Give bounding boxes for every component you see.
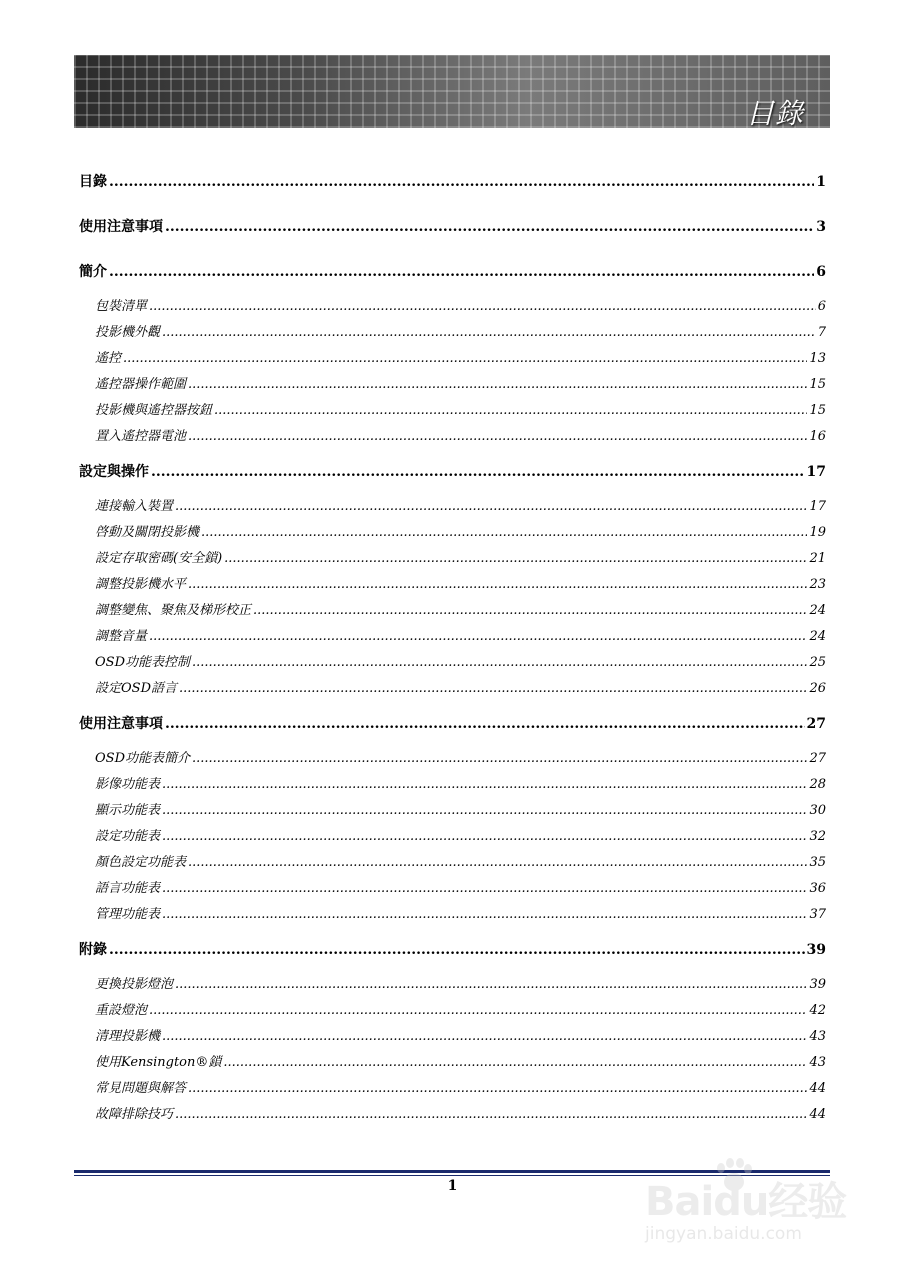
toc-entry-page: 26 <box>809 681 826 696</box>
toc-entry[interactable] <box>95 323 826 343</box>
toc-entry-page: 42 <box>809 1003 826 1018</box>
toc-entry-label: 設定功能表 <box>95 829 161 844</box>
toc-entry[interactable] <box>79 262 826 282</box>
toc-entry-label: 管理功能表 <box>95 907 161 922</box>
toc-entry[interactable] <box>95 879 826 899</box>
watermark-logo: Baidu经验 <box>645 1179 847 1225</box>
toc-leader-dots <box>162 879 807 899</box>
toc-entry[interactable] <box>95 375 826 395</box>
toc-entry-label: OSD功能表簡介 <box>95 751 190 766</box>
toc-entry-page: 43 <box>809 1029 826 1044</box>
toc-leader-dots <box>123 349 807 369</box>
toc-entry[interactable] <box>95 1053 826 1073</box>
toc-entry-page: 25 <box>809 655 826 670</box>
toc-entry[interactable] <box>95 853 826 873</box>
toc-entry[interactable] <box>95 1105 826 1125</box>
toc-entry-page: 39 <box>806 942 826 958</box>
toc-leader-dots <box>149 1001 807 1021</box>
toc-entry-page: 1 <box>816 174 826 190</box>
toc-entry[interactable] <box>95 427 826 447</box>
toc-entry[interactable] <box>95 1079 826 1099</box>
toc-entry[interactable] <box>95 749 826 769</box>
toc-leader-dots <box>188 427 807 447</box>
toc-leader-dots <box>109 940 805 960</box>
toc-leader-dots <box>109 172 814 192</box>
toc-entry-label: 重設燈泡 <box>95 1003 148 1018</box>
header-title: 目錄 <box>745 97 804 130</box>
toc-entry-label: 設定OSD語言 <box>95 681 177 696</box>
toc-entry[interactable] <box>95 497 826 517</box>
toc-entry-page: 35 <box>809 855 826 870</box>
toc-entry-page: 32 <box>809 829 826 844</box>
toc-entry-label: 顏色設定功能表 <box>95 855 187 870</box>
toc-entry-label: 影像功能表 <box>95 777 161 792</box>
toc-entry-label: 調整音量 <box>95 629 148 644</box>
toc-entry-label: 置入遙控器電池 <box>95 429 187 444</box>
toc-entry[interactable] <box>79 217 826 237</box>
toc-entry-page: 27 <box>806 716 826 732</box>
toc-entry-page: 44 <box>809 1107 826 1122</box>
toc-entry[interactable] <box>95 827 826 847</box>
toc-entry-label: 遙控 <box>95 351 122 366</box>
toc-entry-page: 6 <box>817 299 826 314</box>
toc-leader-dots <box>224 549 807 569</box>
toc-entry-label: 連接輸入裝置 <box>95 499 174 514</box>
toc-leader-dots <box>188 575 807 595</box>
toc-leader-dots <box>175 497 807 517</box>
toc-leader-dots <box>188 375 807 395</box>
toc-entry-page: 15 <box>809 403 826 418</box>
toc-leader-dots <box>165 714 805 734</box>
toc-entry[interactable] <box>95 575 826 595</box>
toc-entry-page: 44 <box>809 1081 826 1096</box>
toc-leader-dots <box>188 853 807 873</box>
toc-entry-label: 使用Kensington®鎖 <box>95 1055 222 1070</box>
toc-leader-dots <box>162 323 816 343</box>
toc-entry-label: 語言功能表 <box>95 881 161 896</box>
toc-entry-label: 遙控器操作範圍 <box>95 377 187 392</box>
toc-entry-label: 包裝清單 <box>95 299 148 314</box>
toc-entry-page: 19 <box>809 525 826 540</box>
toc-entry[interactable] <box>79 940 826 960</box>
toc-entry-page: 7 <box>817 325 826 340</box>
toc-entry[interactable] <box>79 714 826 734</box>
toc-leader-dots <box>253 601 807 621</box>
toc-entry-page: 17 <box>806 464 826 480</box>
page-number: 1 <box>447 1178 458 1194</box>
toc-leader-dots <box>162 827 807 847</box>
watermark <box>645 1160 855 1260</box>
toc-entry-page: 6 <box>816 264 826 280</box>
toc-entry[interactable] <box>95 549 826 569</box>
toc-entry-label: 調整投影機水平 <box>95 577 187 592</box>
toc-entry-label: 目錄 <box>79 174 107 190</box>
toc-entry[interactable] <box>95 679 826 699</box>
toc-entry-page: 16 <box>809 429 826 444</box>
toc-leader-dots <box>151 462 805 482</box>
toc-leader-dots <box>192 749 807 769</box>
toc-entry[interactable] <box>95 653 826 673</box>
toc-entry-page: 24 <box>809 629 826 644</box>
toc-leader-dots <box>214 401 807 421</box>
toc-entry-label: OSD功能表控制 <box>95 655 190 670</box>
toc-entry-label: 投影機與遙控器按鈕 <box>95 403 213 418</box>
toc-entry[interactable] <box>79 172 826 192</box>
toc-entry-label: 更換投影燈泡 <box>95 977 174 992</box>
toc-entry-label: 故障排除技巧 <box>95 1107 174 1122</box>
toc-leader-dots <box>162 775 807 795</box>
toc-leader-dots <box>201 523 807 543</box>
toc-entry[interactable] <box>95 297 826 317</box>
toc-entry[interactable] <box>95 905 826 925</box>
toc-leader-dots <box>162 801 807 821</box>
toc-entry-page: 17 <box>809 499 826 514</box>
toc-entry[interactable] <box>95 601 826 621</box>
toc-entry-label: 使用注意事項 <box>79 219 163 235</box>
toc-entry-page: 3 <box>816 219 826 235</box>
toc-entry[interactable] <box>95 523 826 543</box>
toc-entry[interactable] <box>95 1001 826 1021</box>
toc-entry-label: 附錄 <box>79 942 107 958</box>
toc-entry-label: 簡介 <box>79 264 107 280</box>
toc-entry-page: 21 <box>809 551 826 566</box>
toc-leader-dots <box>162 1027 807 1047</box>
toc-entry[interactable] <box>79 462 826 482</box>
toc-entry-page: 30 <box>809 803 826 818</box>
toc-entry-label: 設定與操作 <box>79 464 149 480</box>
toc-leader-dots <box>188 1079 807 1099</box>
toc-entry-page: 23 <box>809 577 826 592</box>
toc-entry-label: 清理投影機 <box>95 1029 161 1044</box>
toc-leader-dots <box>179 679 807 699</box>
toc-entry[interactable] <box>95 801 826 821</box>
toc-leader-dots <box>192 653 807 673</box>
toc-entry-page: 36 <box>809 881 826 896</box>
toc-entry-label: 常見問題與解答 <box>95 1081 187 1096</box>
toc-entry-label: 顯示功能表 <box>95 803 161 818</box>
toc-entry[interactable] <box>95 349 826 369</box>
toc-entry-page: 28 <box>809 777 826 792</box>
toc-entry-page: 43 <box>809 1055 826 1070</box>
toc-entry[interactable] <box>95 401 826 421</box>
toc-entry[interactable] <box>95 775 826 795</box>
toc-leader-dots <box>165 217 814 237</box>
toc-entry-label: 使用注意事項 <box>79 716 163 732</box>
toc-entry-page: 13 <box>809 351 826 366</box>
toc-entry-label: 投影機外觀 <box>95 325 161 340</box>
toc-leader-dots <box>149 297 816 317</box>
toc-entry-label: 設定存取密碼(安全鎖) <box>95 551 223 566</box>
toc-entry-page: 24 <box>809 603 826 618</box>
toc-leader-dots <box>162 905 807 925</box>
toc-entry[interactable] <box>95 975 826 995</box>
toc-entry[interactable] <box>95 1027 826 1047</box>
toc-leader-dots <box>109 262 814 282</box>
toc-leader-dots <box>175 1105 807 1125</box>
toc-entry-label: 啓動及關閉投影機 <box>95 525 200 540</box>
toc-leader-dots <box>223 1053 807 1073</box>
toc-entry[interactable] <box>95 627 826 647</box>
toc-entry-page: 37 <box>809 907 826 922</box>
toc-entry-page: 15 <box>809 377 826 392</box>
toc-entry-page: 27 <box>809 751 826 766</box>
watermark-url: jingyan.baidu.com <box>645 1224 802 1244</box>
toc-entry-page: 39 <box>809 977 826 992</box>
toc-leader-dots <box>175 975 807 995</box>
toc-leader-dots <box>149 627 807 647</box>
toc-entry-label: 調整變焦、聚焦及梯形校正 <box>95 603 252 618</box>
